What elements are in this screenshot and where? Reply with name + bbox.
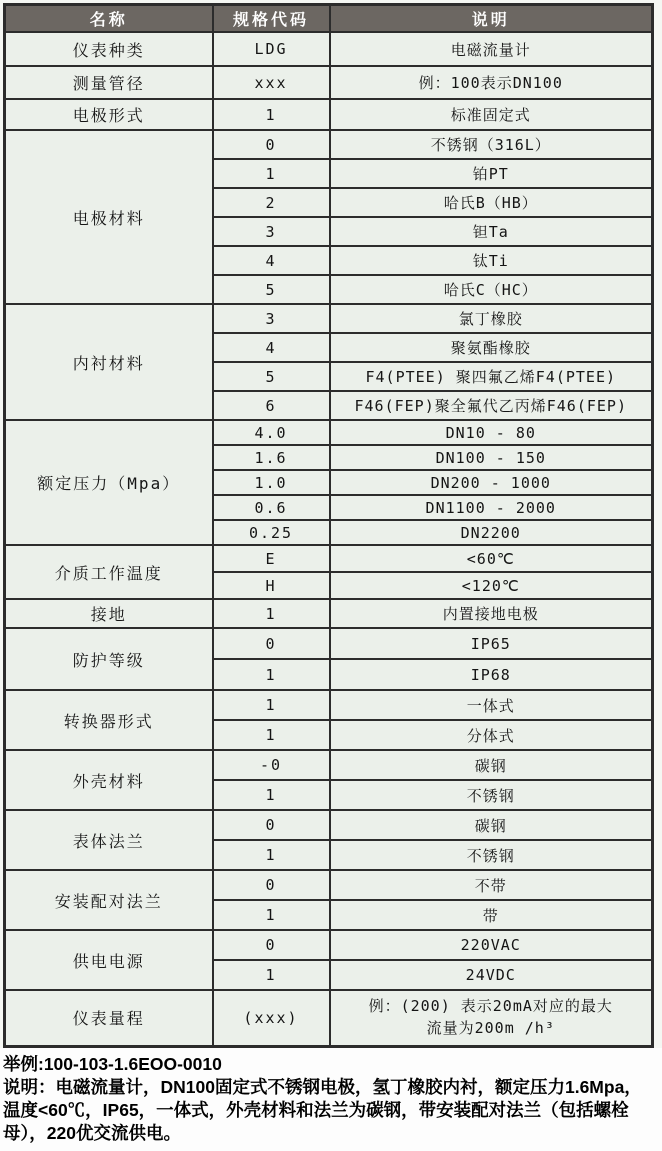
- code-cell: -0: [213, 750, 330, 780]
- table-row: [5, 628, 653, 659]
- desc-cell: 聚氨酯橡胶: [330, 333, 653, 362]
- code-cell: 4.0: [213, 420, 330, 445]
- desc-cell: 钽Ta: [330, 217, 653, 246]
- table-row: [5, 66, 653, 99]
- code-cell: 3: [213, 304, 330, 333]
- group-name-cell: 仪表种类: [5, 32, 213, 66]
- code-cell: H: [213, 572, 330, 599]
- desc-cell: 碳钢: [330, 810, 653, 840]
- footer-notes: [0, 1048, 662, 1151]
- desc-cell: 哈氏C（HC）: [330, 275, 653, 304]
- table-row: [5, 930, 653, 960]
- group-name-cell: 表体法兰: [5, 810, 213, 870]
- code-cell: 5: [213, 362, 330, 391]
- desc-cell: 碳钢: [330, 750, 653, 780]
- table-row: [5, 690, 653, 720]
- code-cell: 0: [213, 628, 330, 659]
- group-name-cell: 介质工作温度: [5, 545, 213, 599]
- code-cell: 0: [213, 130, 330, 159]
- code-cell: E: [213, 545, 330, 572]
- table-row: [5, 599, 653, 628]
- desc-cell: 哈氏B（HB）: [330, 188, 653, 217]
- table-row: [5, 32, 653, 66]
- code-cell: 1: [213, 960, 330, 990]
- group-name-cell: 测量管径: [5, 66, 213, 99]
- table-row: [5, 990, 653, 1046]
- desc-cell: 标准固定式: [330, 99, 653, 130]
- code-cell: 1: [213, 659, 330, 690]
- desc-cell: 220VAC: [330, 930, 653, 960]
- desc-cell: 铂PT: [330, 159, 653, 188]
- code-cell: 1: [213, 690, 330, 720]
- desc-cell: 不带: [330, 870, 653, 900]
- desc-cell: 一体式: [330, 690, 653, 720]
- code-cell: 1: [213, 900, 330, 930]
- description-line: 说明：电磁流量计，DN100固定式不锈钢电极，氢丁橡胶内衬，额定压力1.6Mpa，温度<60℃，IP65，一体式，外壳材料和法兰为碳钢，带安装配对法兰（包括螺栓母），220优交流供电。: [3, 1076, 642, 1143]
- code-cell: 1: [213, 99, 330, 130]
- table-row: [5, 870, 653, 900]
- table-row: [5, 545, 653, 572]
- desc-cell: 氯丁橡胶: [330, 304, 653, 333]
- code-cell: 4: [213, 246, 330, 275]
- header-row: [5, 5, 653, 33]
- desc-cell: DN10 - 80: [330, 420, 653, 445]
- desc-cell: 不锈钢（316L）: [330, 130, 653, 159]
- desc-cell: IP65: [330, 628, 653, 659]
- table-row: [5, 130, 653, 159]
- desc-cell: F46(FEP)聚全氟代乙丙烯F46(FEP): [330, 391, 653, 420]
- table-row: [5, 304, 653, 333]
- group-name-cell: 电极材料: [5, 130, 213, 304]
- code-cell: 5: [213, 275, 330, 304]
- desc-line: 流量为200m /h³: [426, 1018, 555, 1037]
- code-cell: 1.6: [213, 445, 330, 470]
- code-cell: LDG: [213, 32, 330, 66]
- group-name-cell: 安装配对法兰: [5, 870, 213, 930]
- desc-cell: DN200 - 1000: [330, 470, 653, 495]
- header-name: 名称: [5, 5, 213, 33]
- group-name-cell: 内衬材料: [5, 304, 213, 420]
- table-row: [5, 99, 653, 130]
- table-row: [5, 750, 653, 780]
- code-cell: 1: [213, 840, 330, 870]
- spec-table: [3, 3, 654, 1048]
- table-body: [5, 32, 653, 1046]
- header-code: 规格代码: [213, 5, 330, 33]
- code-cell: 1.0: [213, 470, 330, 495]
- desc-cell: [330, 990, 653, 1046]
- group-name-cell: 额定压力（Mpa）: [5, 420, 213, 545]
- code-cell: 3: [213, 217, 330, 246]
- table-header: [5, 5, 653, 33]
- group-name-cell: 转换器形式: [5, 690, 213, 750]
- desc-cell: 电磁流量计: [330, 32, 653, 66]
- desc-cell: 钛Ti: [330, 246, 653, 275]
- code-cell: 0: [213, 870, 330, 900]
- desc-cell: F4(PTEE) 聚四氟乙烯F4(PTEE): [330, 362, 653, 391]
- desc-cell: IP68: [330, 659, 653, 690]
- group-name-cell: 仪表量程: [5, 990, 213, 1046]
- code-cell: 0: [213, 930, 330, 960]
- code-cell: 1: [213, 159, 330, 188]
- code-cell: 1: [213, 780, 330, 810]
- desc-cell: <60℃: [330, 545, 653, 572]
- desc-cell: <120℃: [330, 572, 653, 599]
- example-line: 举例:100-103-1.6EOO-0010: [3, 1053, 222, 1074]
- group-name-cell: 供电电源: [5, 930, 213, 990]
- code-cell: 6: [213, 391, 330, 420]
- desc-cell: 不锈钢: [330, 780, 653, 810]
- desc-cell: 分体式: [330, 720, 653, 750]
- desc-cell: 例：100表示DN100: [330, 66, 653, 99]
- code-cell: xxx: [213, 66, 330, 99]
- code-cell: 0.25: [213, 520, 330, 545]
- code-cell: 4: [213, 333, 330, 362]
- desc-cell: 不锈钢: [330, 840, 653, 870]
- table-row: [5, 810, 653, 840]
- code-cell: (xxx): [213, 990, 330, 1046]
- desc-line: 例：(200) 表示20mA对应的最大: [368, 997, 613, 1015]
- group-name-cell: 电极形式: [5, 99, 213, 130]
- code-cell: 0: [213, 810, 330, 840]
- desc-cell: DN100 - 150: [330, 445, 653, 470]
- code-cell: 0.6: [213, 495, 330, 520]
- group-name-cell: 防护等级: [5, 628, 213, 690]
- desc-cell: 内置接地电极: [330, 599, 653, 628]
- header-desc: 说明: [330, 5, 653, 33]
- group-name-cell: 接地: [5, 599, 213, 628]
- desc-cell: 24VDC: [330, 960, 653, 990]
- desc-cell: 带: [330, 900, 653, 930]
- table-row: [5, 420, 653, 445]
- code-cell: 1: [213, 599, 330, 628]
- code-cell: 2: [213, 188, 330, 217]
- desc-cell: DN1100 - 2000: [330, 495, 653, 520]
- desc-cell: DN2200: [330, 520, 653, 545]
- group-name-cell: 外壳材料: [5, 750, 213, 810]
- code-cell: 1: [213, 720, 330, 750]
